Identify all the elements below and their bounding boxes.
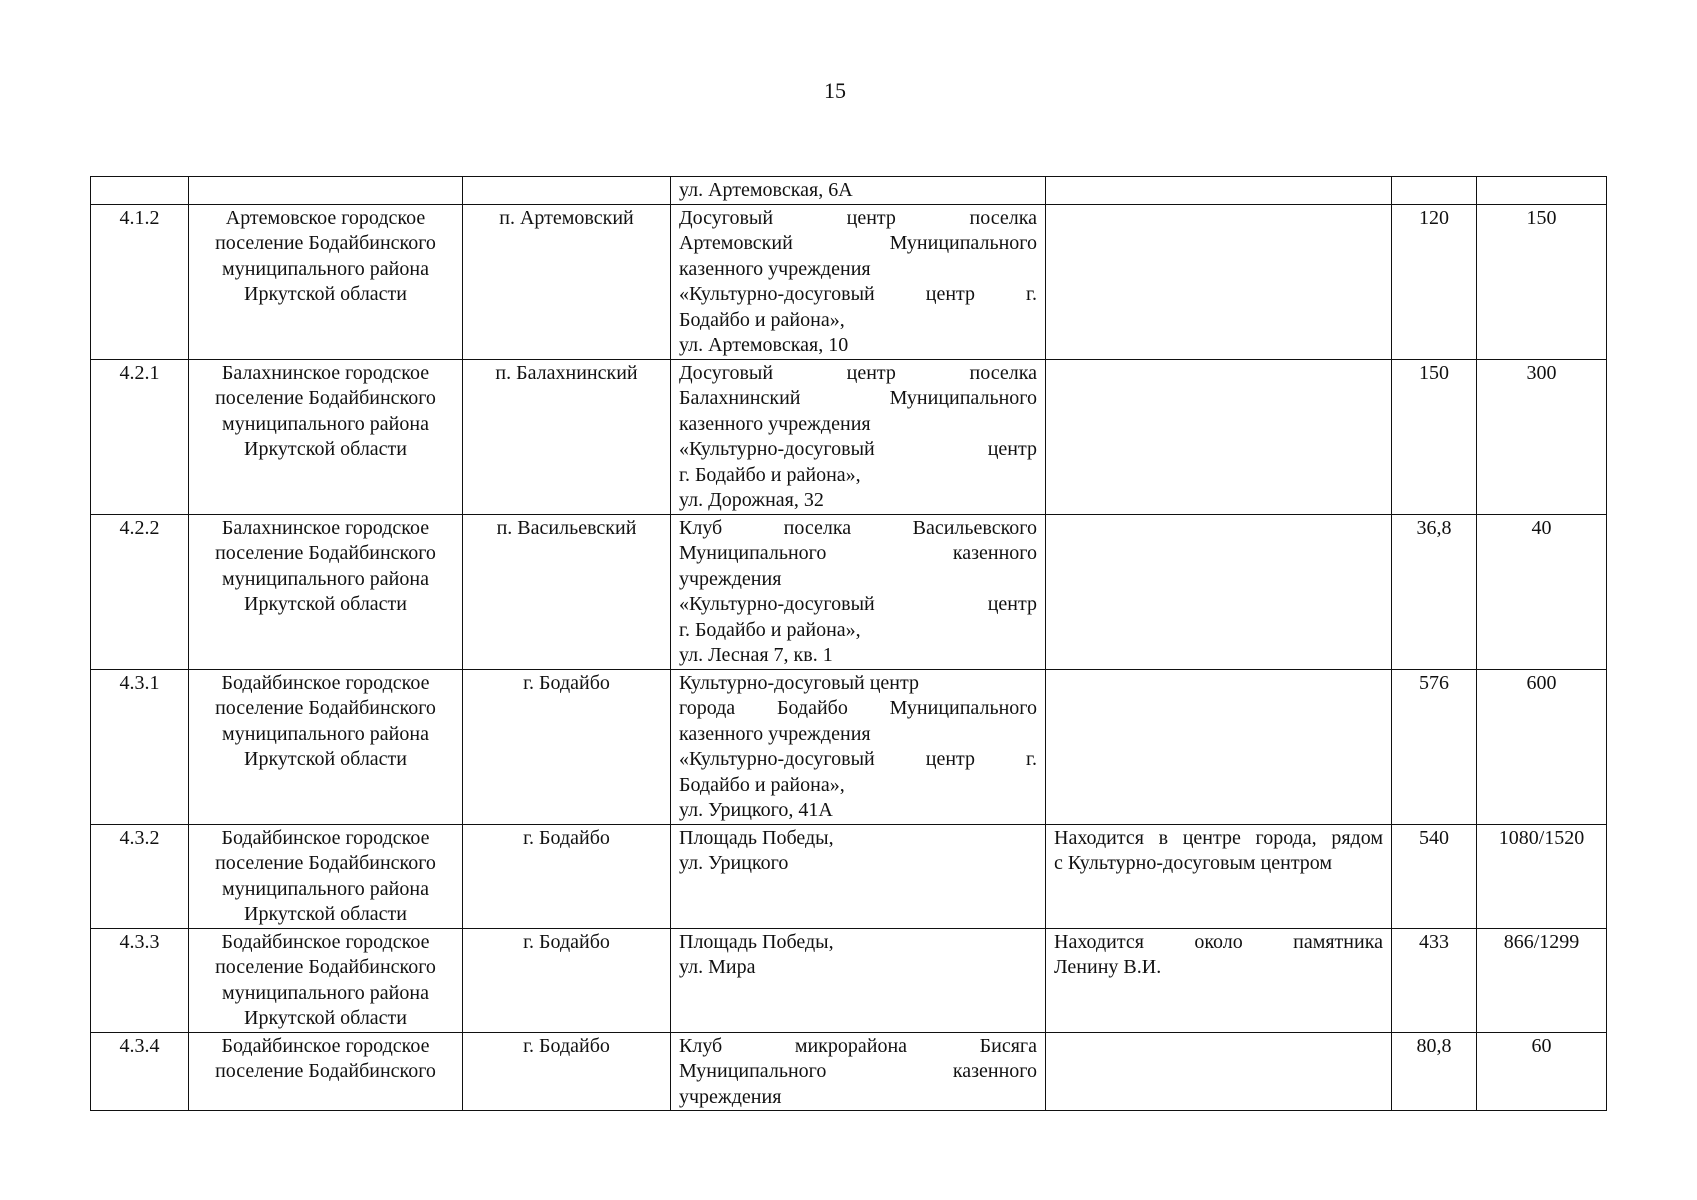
settlement-line: муниципального района: [222, 981, 429, 1004]
settlement-line: Бодайбинское городское: [221, 671, 430, 694]
settlement-line: муниципального района: [222, 567, 429, 590]
note-cell: [1046, 514, 1392, 669]
settlement-cell: [189, 514, 463, 669]
settlement-line: поселение Бодайбинского: [215, 232, 436, 254]
object-line: ул. Лесная 7, кв. 1: [679, 644, 833, 666]
row-number-cell: 4.3.2: [91, 824, 189, 928]
settlement-cell: [189, 359, 463, 514]
settlement-line: Балахнинское городское: [221, 361, 430, 384]
table-row: [91, 514, 1607, 669]
table-row: [91, 824, 1607, 928]
object-line: учреждения: [679, 567, 782, 590]
settlement-line: Артемовское городское: [225, 206, 426, 229]
settlement-line: Иркутской области: [244, 903, 407, 925]
settlement-cell: [189, 928, 463, 1032]
object-line: Клуб микрорайона Бисяга: [679, 1034, 1037, 1057]
object-line: казенного учреждения: [679, 257, 871, 280]
object-line: казенного учреждения: [679, 412, 871, 435]
facilities-table-body: [91, 177, 1607, 1111]
value-1-cell: 120: [1392, 204, 1477, 359]
locality-cell: г. Бодайбо: [463, 928, 671, 1032]
object-cell: [671, 359, 1046, 514]
object-line: учреждения: [679, 1085, 782, 1108]
settlement-line: Балахнинское городское: [221, 516, 430, 539]
object-line: Муниципального казенного: [679, 1060, 1037, 1082]
settlement-cell: [189, 669, 463, 824]
value-2-cell: 1080/1520: [1477, 824, 1607, 928]
object-line: «Культурно-досуговый центр г.: [679, 283, 1037, 305]
value-1-cell: 80,8: [1392, 1032, 1477, 1111]
note-cell: [1046, 359, 1392, 514]
value-2-cell: 150: [1477, 204, 1607, 359]
row-number-cell: [91, 177, 189, 205]
object-cell: [671, 669, 1046, 824]
object-line: «Культурно-досуговый центр: [679, 438, 1037, 460]
settlement-cell: [189, 204, 463, 359]
row-number-cell: 4.2.1: [91, 359, 189, 514]
note-cell: [1046, 177, 1392, 205]
object-line: г. Бодайбо и района»,: [679, 463, 861, 486]
locality-cell: г. Бодайбо: [463, 824, 671, 928]
row-number-cell: 4.3.3: [91, 928, 189, 1032]
object-line: Досуговый центр поселка: [679, 206, 1037, 229]
settlement-line: муниципального района: [222, 257, 429, 280]
value-1-cell: 150: [1392, 359, 1477, 514]
object-line: г. Бодайбо и района»,: [679, 618, 861, 641]
table-row: [91, 669, 1607, 824]
object-line: Площадь Победы,: [679, 930, 834, 953]
settlement-line: поселение Бодайбинского: [215, 542, 436, 564]
table-row: [91, 928, 1607, 1032]
object-cell: [671, 1032, 1046, 1111]
value-2-cell: 600: [1477, 669, 1607, 824]
object-cell: [671, 824, 1046, 928]
object-line: Муниципального казенного: [679, 542, 1037, 564]
settlement-cell: [189, 1032, 463, 1111]
settlement-line: поселение Бодайбинского: [215, 1060, 436, 1082]
table-row: [91, 204, 1607, 359]
settlement-line: поселение Бодайбинского: [215, 697, 436, 719]
row-number-cell: 4.2.2: [91, 514, 189, 669]
settlement-line: Иркутской области: [244, 593, 407, 615]
value-2-cell: 300: [1477, 359, 1607, 514]
locality-cell: п. Васильевский: [463, 514, 671, 669]
locality-cell: г. Бодайбо: [463, 1032, 671, 1111]
value-1-cell: 36,8: [1392, 514, 1477, 669]
settlement-line: Иркутской области: [244, 748, 407, 770]
table-row: [91, 359, 1607, 514]
note-cell: [1046, 824, 1392, 928]
object-line: Клуб поселка Васильевского: [679, 516, 1037, 539]
note-line: Находится в центре города, рядом: [1054, 826, 1383, 849]
settlement-line: Бодайбинское городское: [221, 826, 430, 849]
value-2-cell: 40: [1477, 514, 1607, 669]
note-line: с Культурно-досуговым центром: [1054, 852, 1333, 874]
object-line: «Культурно-досуговый центр г.: [679, 748, 1037, 770]
value-1-cell: 540: [1392, 824, 1477, 928]
value-1-cell: 576: [1392, 669, 1477, 824]
row-number-cell: 4.3.1: [91, 669, 189, 824]
settlement-line: Иркутской области: [244, 283, 407, 305]
settlement-line: Бодайбинское городское: [221, 1034, 430, 1057]
object-cell: [671, 514, 1046, 669]
settlement-line: муниципального района: [222, 412, 429, 435]
object-line: ул. Артемовская, 6А: [679, 179, 853, 201]
value-2-cell: 866/1299: [1477, 928, 1607, 1032]
row-number-cell: 4.1.2: [91, 204, 189, 359]
note-cell: [1046, 204, 1392, 359]
settlement-line: муниципального района: [222, 877, 429, 900]
object-line: ул. Урицкого: [679, 852, 789, 874]
object-line: Досуговый центр поселка: [679, 361, 1037, 384]
object-line: Бодайбо и района»,: [679, 308, 845, 331]
settlement-line: Иркутской области: [244, 1007, 407, 1029]
note-line: Ленину В.И.: [1054, 956, 1162, 978]
object-line: ул. Урицкого, 41А: [679, 799, 833, 821]
page-number: 15: [824, 78, 846, 103]
value-2-cell: 60: [1477, 1032, 1607, 1111]
table-row: [91, 1032, 1607, 1111]
facilities-table: [90, 176, 1607, 1111]
object-line: «Культурно-досуговый центр: [679, 593, 1037, 615]
settlement-line: Бодайбинское городское: [221, 930, 430, 953]
locality-cell: г. Бодайбо: [463, 669, 671, 824]
object-line: Артемовский Муниципального: [679, 232, 1037, 254]
object-cell: [671, 204, 1046, 359]
object-cell: [671, 928, 1046, 1032]
value-2-cell: [1477, 177, 1607, 205]
object-cell: [671, 177, 1046, 205]
object-line: ул. Дорожная, 32: [679, 489, 824, 511]
settlement-line: поселение Бодайбинского: [215, 852, 436, 874]
settlement-cell: [189, 824, 463, 928]
note-cell: [1046, 1032, 1392, 1111]
settlement-line: поселение Бодайбинского: [215, 956, 436, 978]
settlement-cell: [189, 177, 463, 205]
locality-cell: п. Артемовский: [463, 204, 671, 359]
row-number-cell: 4.3.4: [91, 1032, 189, 1111]
settlement-line: муниципального района: [222, 722, 429, 745]
object-line: города Бодайбо Муниципального: [679, 697, 1037, 719]
locality-cell: [463, 177, 671, 205]
note-cell: [1046, 928, 1392, 1032]
settlement-line: поселение Бодайбинского: [215, 387, 436, 409]
object-line: Бодайбо и района»,: [679, 773, 845, 796]
settlement-line: Иркутской области: [244, 438, 407, 460]
table-row: [91, 177, 1607, 205]
object-line: Площадь Победы,: [679, 826, 834, 849]
object-line: казенного учреждения: [679, 722, 871, 745]
object-line: Балахнинский Муниципального: [679, 387, 1037, 409]
note-cell: [1046, 669, 1392, 824]
value-1-cell: [1392, 177, 1477, 205]
locality-cell: п. Балахнинский: [463, 359, 671, 514]
note-line: Находится около памятника: [1054, 930, 1383, 953]
object-line: Культурно-досуговый центр: [679, 671, 919, 694]
object-line: ул. Артемовская, 10: [679, 334, 849, 356]
object-line: ул. Мира: [679, 956, 756, 978]
value-1-cell: 433: [1392, 928, 1477, 1032]
